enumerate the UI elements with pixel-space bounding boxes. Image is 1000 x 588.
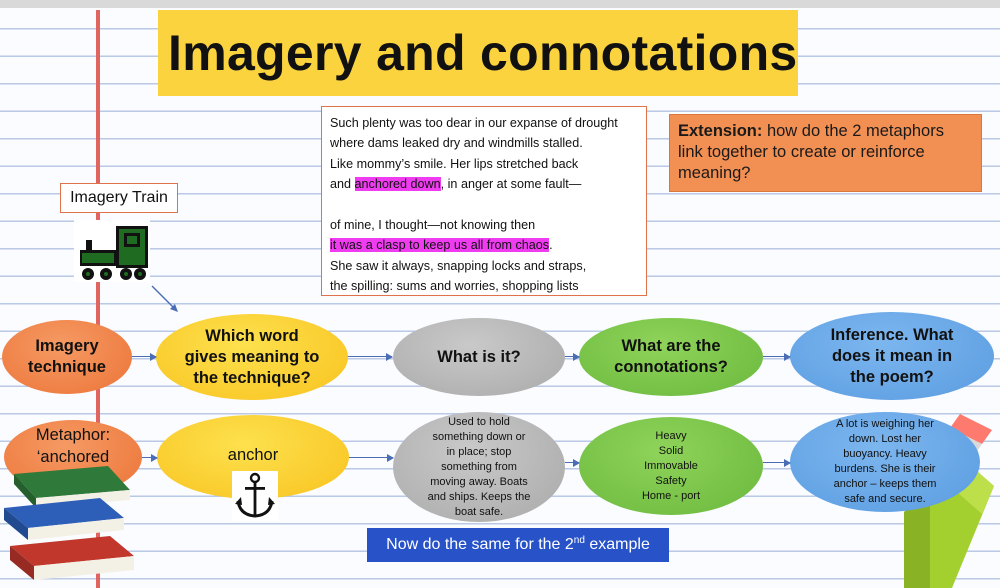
poem-line: She saw it always, snapping locks and straps, [330,258,587,273]
extension-text: how do the 2 metaphors link together to create or reinforce meaning? [678,122,944,182]
poem-line: where dams leaked dry and windmills stalled. [330,136,583,151]
example-inference [790,412,980,512]
next-example-banner: Now do the same for the 2nd example [367,528,669,562]
arrow-4 [763,356,790,357]
example-what [393,412,565,522]
example-word-text: anchor [227,446,279,464]
extension-box [669,114,982,192]
train-icon [72,218,152,284]
poem-highlight: anchored down [354,177,441,192]
header-what-text: What is it? [437,347,521,366]
poem-line: the spilling: sums and worries, shopping lists [330,279,579,294]
poem-line: Such plenty was too dear in our expanse of drought [330,116,618,130]
poem-excerpt [321,106,647,296]
header-what [393,318,565,396]
extension-label: Extension: [678,122,763,140]
arrow-1 [132,356,156,357]
header-inference [790,312,994,400]
example-what-text: Used to hold something down or in place; stop something from moving away. Boats and ships. Keeps the boat safe. [427,415,531,518]
poem-highlight: it was a clasp to keep us all from chaos [330,238,550,253]
poem-line [330,195,638,215]
poem-line: it was a clasp to keep us all from chaos. [330,238,553,253]
header-connotations [579,318,763,396]
books-icon [0,460,140,588]
poem-line: of mine, I thought—not knowing then [330,217,536,232]
arrow-8 [763,462,790,463]
example-connotations-text: Heavy Solid Immovable Safety Home - port [641,429,701,502]
page-title: Imagery and connotations [168,25,798,81]
header-word-text: Which word gives meaning to the technique? [184,326,320,387]
top-edge-bar [0,0,1000,8]
poem-line: and anchored down, in anger at some fault— [330,177,582,192]
example-technique-text: Metaphor: ‘anchored [35,426,111,466]
arrow-5 [142,457,157,458]
diagonal-arrow [148,282,182,316]
example-connotations [579,417,763,515]
header-technique [2,320,132,394]
imagery-train-label: Imagery Train [60,183,178,213]
header-word [156,314,348,400]
title-banner [158,10,798,96]
poem-line: Like mommy’s smile. Her lips stretched back [330,156,579,171]
arrow-3 [565,356,579,357]
example-inference-text: A lot is weighing her down. Lost her buoyancy. Heavy burdens. She is their anchor – keeps them safe and secure. [833,418,937,505]
anchor-icon [232,471,278,521]
arrow-2 [348,356,392,357]
header-inference-text: Inference. What does it mean in the poem? [830,325,954,386]
header-connotations-text: What are the connotations? [614,337,728,376]
arrow-7 [565,462,579,463]
arrow-6 [349,457,393,458]
header-technique-text: Imagery technique [28,337,106,376]
